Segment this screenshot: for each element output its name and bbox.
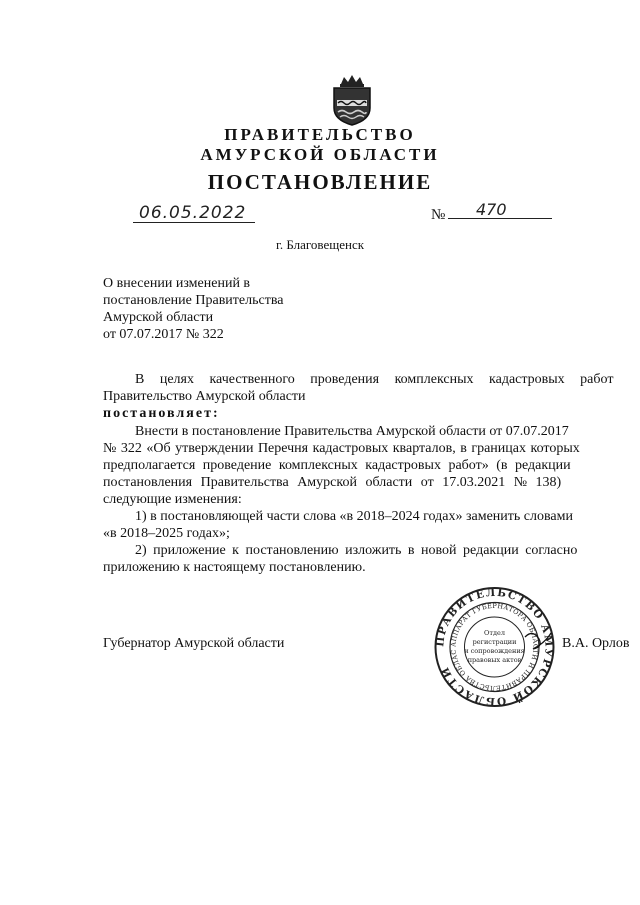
number-handwritten: 470 <box>476 200 507 219</box>
stamp-center-line: и сопровождения <box>464 647 525 655</box>
stamp-inner-ring-text: АППАРАТ ГУБЕРНАТОРА ОБЛАСТИ И ПРАВИТЕЛЬСТВА ОБЛАС <box>449 601 540 693</box>
list-item-continued: «в 2018–2025 годах»; <box>103 526 230 541</box>
org-title-line2: АМУРСКОЙ ОБЛАСТИ <box>200 145 440 164</box>
city-label: г. Благовещенск <box>275 237 365 252</box>
list-item: 2) приложение к постановлению изложить в новой редакции согласно <box>135 543 578 558</box>
list-item: 1) в постановляющей части слова «в 2018–2024 годах» заменить словами <box>135 509 573 524</box>
subject-line: О внесении изменений в <box>103 276 251 291</box>
coat-of-arms-icon <box>329 74 375 126</box>
date-field <box>133 203 255 223</box>
list-item-continued: приложению к настоящему постановлению. <box>103 560 366 575</box>
subject-line: Амурской области <box>103 310 214 325</box>
body-line: В целях качественного проведения комплексных кадастровых работ <box>135 372 614 387</box>
document-type-title: ПОСТАНОВЛЕНИЕ <box>207 170 433 194</box>
body-line: предполагается проведение комплексных кадастровых работ» (в редакции <box>103 458 571 473</box>
stamp-center-line: Отдел <box>484 629 505 637</box>
official-stamp <box>433 585 556 709</box>
signatory-title: Губернатор Амурской области <box>103 636 285 651</box>
resolves-keyword: постановляет: <box>103 406 220 421</box>
body-line: постановления Правительства Амурской области от 17.03.2021 № 138) <box>103 475 562 490</box>
stamp-center-line: регистрации <box>472 638 517 646</box>
body-line: № 322 «Об утверждении Перечня кадастровых кварталов, в границах которых <box>103 441 580 456</box>
number-label: № <box>431 207 446 223</box>
subject-block <box>103 275 363 343</box>
signatory-name: В.А. Орлов <box>562 636 630 651</box>
date-handwritten: 06.05.2022 <box>139 203 247 223</box>
body-line: Внести в постановление Правительства Амурской области от 07.07.2017 <box>135 424 569 439</box>
body-line: следующие изменения: <box>103 492 242 507</box>
subject-line: постановление Правительства <box>103 293 284 308</box>
org-title-line1: ПРАВИТЕЛЬСТВО <box>224 125 416 144</box>
subject-line: от 07.07.2017 № 322 <box>103 327 224 342</box>
body-line: Правительство Амурской области <box>103 389 306 404</box>
number-field <box>448 200 552 219</box>
stamp-center-line: правовых актов <box>467 656 522 664</box>
stamp-ring-text: ПРАВИТЕЛЬСТВО АМУРСКОЙ ОБЛАСТИ <box>434 586 555 708</box>
